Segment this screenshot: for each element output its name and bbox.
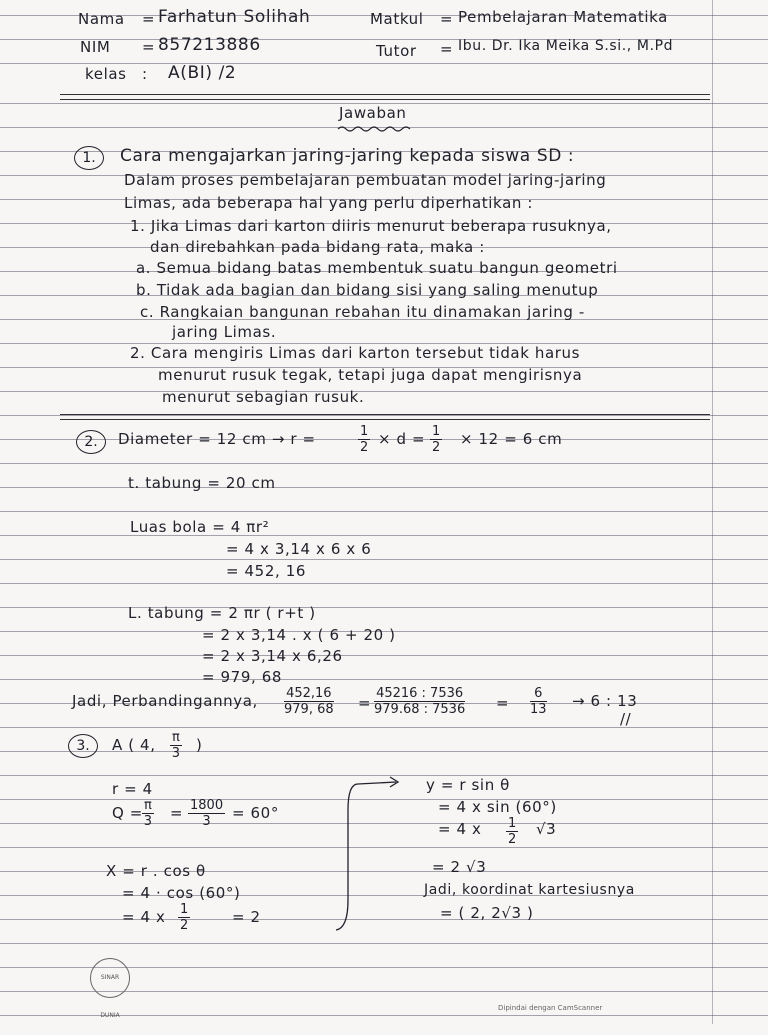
q3-theta-frac-2 (188, 798, 225, 829)
q2-frac-1 (358, 424, 370, 455)
q3-theta-frac-2-den: 3 (202, 814, 211, 829)
q3-point-a: A ( 4, (112, 736, 156, 754)
q2-frac-1-den: 2 (360, 440, 369, 455)
q3-point-frac-num: π (172, 730, 180, 745)
q2-ratio-1-den: 979, 68 (284, 702, 334, 717)
q3-y-frac-num: 1 (508, 816, 517, 831)
q2-ratio-3 (530, 686, 547, 717)
q2-eq-1: = (358, 694, 372, 712)
brace-arrow (332, 770, 412, 940)
q3-x-frac-num: 1 (180, 902, 189, 917)
tutor-value: Ibu. Dr. Ika Meika S.si., M.Pd (458, 38, 674, 54)
q2-ratio-2 (374, 686, 465, 717)
q3-y-line-3b: √3 (536, 820, 557, 838)
q2-final: → 6 : 13 (572, 692, 638, 710)
scanner-watermark: Dipindai dengan CamScanner (498, 1004, 603, 1012)
matkul-value: Pembelajaran Matematika (458, 8, 668, 26)
q2-frac-2 (430, 424, 442, 455)
q2-ratio-2-num: 45216 : 7536 (374, 686, 465, 702)
nim-sep: = (142, 38, 156, 56)
q2-end-x12: × 12 = 6 cm (460, 430, 563, 448)
q3-theta-frac-2-num: 1800 (190, 798, 224, 813)
q2-mid-x-d: × d = (378, 430, 426, 448)
q3-y-line-1: y = r sin θ (426, 776, 510, 794)
nama-label: Nama (78, 10, 125, 28)
q2-l-tabung-2: = 2 x 3,14 . x ( 6 + 20 ) (202, 626, 396, 644)
kelas-label: kelas (85, 65, 127, 83)
nim-value: 857213886 (158, 35, 261, 55)
q1-line-10: 2. Cara mengiris Limas dari karton tersebut tidak harus (130, 344, 581, 362)
q3-x-line-2: = 4 · cos (60°) (122, 884, 241, 902)
q2-ratio-1-num: 452,16 (284, 686, 334, 702)
q1-line-4: 1. Jika Limas dari karton diiris menurut beberapa rusuknya, (130, 217, 612, 235)
question-3-number: 3. (68, 734, 98, 758)
nim-label: NIM (80, 38, 111, 56)
q3-point-frac (170, 730, 182, 761)
q1-line-11: menurut rusuk tegak, tetapi juga dapat mengirisnya (158, 366, 583, 384)
q1-divider (60, 414, 710, 420)
nama-value: Farhatun Solihah (158, 7, 311, 27)
q1-line-1: Cara mengajarkan jaring-jaring kepada siswa SD : (120, 146, 575, 166)
q3-theta-frac-1-num: π (144, 798, 152, 813)
matkul-label: Matkul (370, 10, 424, 28)
question-1-number: 1. (74, 146, 104, 170)
paper-brand-stamp: SINAR DUNIA (90, 958, 130, 998)
kelas-sep: : (142, 65, 148, 83)
q2-ratio-2-den: 979.68 : 7536 (374, 702, 466, 717)
q3-y-frac (506, 816, 518, 847)
q2-l-tabung-1: L. tabung = 2 πr ( r+t ) (128, 604, 316, 622)
q3-y-line-4: = 2 √3 (432, 858, 487, 876)
q2-jadi-label: Jadi, Perbandingannya, (72, 692, 258, 710)
q3-r-line: r = 4 (112, 780, 153, 798)
q1-line-8: c. Rangkaian bangunan rebahan itu dinamakan jaring - (140, 303, 585, 321)
q3-theta-eq: = (170, 804, 184, 822)
q3-point-close: ) (196, 736, 203, 754)
q3-jadi-line: Jadi, koordinat kartesiusnya (424, 882, 635, 898)
q2-diameter-line: Diameter = 12 cm → r = (118, 430, 316, 448)
q3-x-frac-den: 2 (180, 918, 189, 933)
q3-x-line-3b: = 2 (232, 908, 261, 926)
q3-point-frac-den: 3 (171, 746, 181, 761)
page-title: Jawaban (339, 104, 407, 122)
q3-x-frac (178, 902, 190, 933)
q2-luas-bola-3: = 452, 16 (226, 562, 306, 580)
q3-y-line-3a: = 4 x (438, 820, 482, 838)
kelas-value: A(BI) /2 (168, 63, 237, 83)
q3-y-line-2: = 4 x sin (60°) (438, 798, 557, 816)
nama-sep: = (142, 10, 156, 28)
q1-line-12: menurut sebagian rusuk. (162, 388, 365, 406)
q2-check-mark: // (620, 710, 632, 728)
q2-ratio-3-num: 6 (530, 686, 547, 702)
q2-frac-1-num: 1 (360, 424, 369, 439)
q2-l-tabung-3: = 2 x 3,14 x 6,26 (202, 647, 343, 665)
q2-t-tabung: t. tabung = 20 cm (128, 474, 276, 492)
q3-x-line-3a: = 4 x (122, 908, 166, 926)
q3-result-line: = ( 2, 2√3 ) (440, 904, 534, 922)
header-divider (60, 94, 710, 100)
q1-line-2: Dalam proses pembelajaran pembuatan model jaring-jaring (124, 171, 607, 189)
q2-luas-bola-2: = 4 x 3,14 x 6 x 6 (226, 540, 372, 558)
q1-line-9: jaring Limas. (172, 323, 277, 341)
matkul-sep: = (440, 10, 454, 28)
q1-line-7: b. Tidak ada bagian dan bidang sisi yang saling menutup (136, 281, 599, 299)
q1-line-3: Limas, ada beberapa hal yang perlu diperhatikan : (124, 194, 533, 212)
q3-theta-label: Q = (112, 804, 143, 822)
q2-luas-bola-1: Luas bola = 4 πr² (130, 518, 270, 536)
q1-line-5: dan direbahkan pada bidang rata, maka : (150, 238, 485, 256)
q3-y-frac-den: 2 (508, 832, 517, 847)
q2-frac-2-num: 1 (432, 424, 441, 439)
q3-theta-result: = 60° (232, 804, 279, 822)
q3-theta-frac-1 (142, 798, 154, 829)
q3-x-line-1: X = r . cos θ (106, 862, 206, 880)
q2-frac-2-den: 2 (432, 440, 441, 455)
margin-line (712, 0, 713, 1024)
q3-theta-frac-1-den: 3 (143, 814, 153, 829)
q2-ratio-1 (284, 686, 334, 717)
tutor-label: Tutor (376, 42, 417, 60)
q2-l-tabung-4: = 979, 68 (202, 668, 282, 686)
question-2-number: 2. (76, 430, 106, 454)
tutor-sep: = (440, 40, 454, 58)
q2-eq-2: = (496, 694, 510, 712)
title-squiggle (336, 124, 412, 132)
q1-line-6: a. Semua bidang batas membentuk suatu bangun geometri (136, 259, 618, 277)
q2-ratio-3-den: 13 (530, 702, 547, 717)
